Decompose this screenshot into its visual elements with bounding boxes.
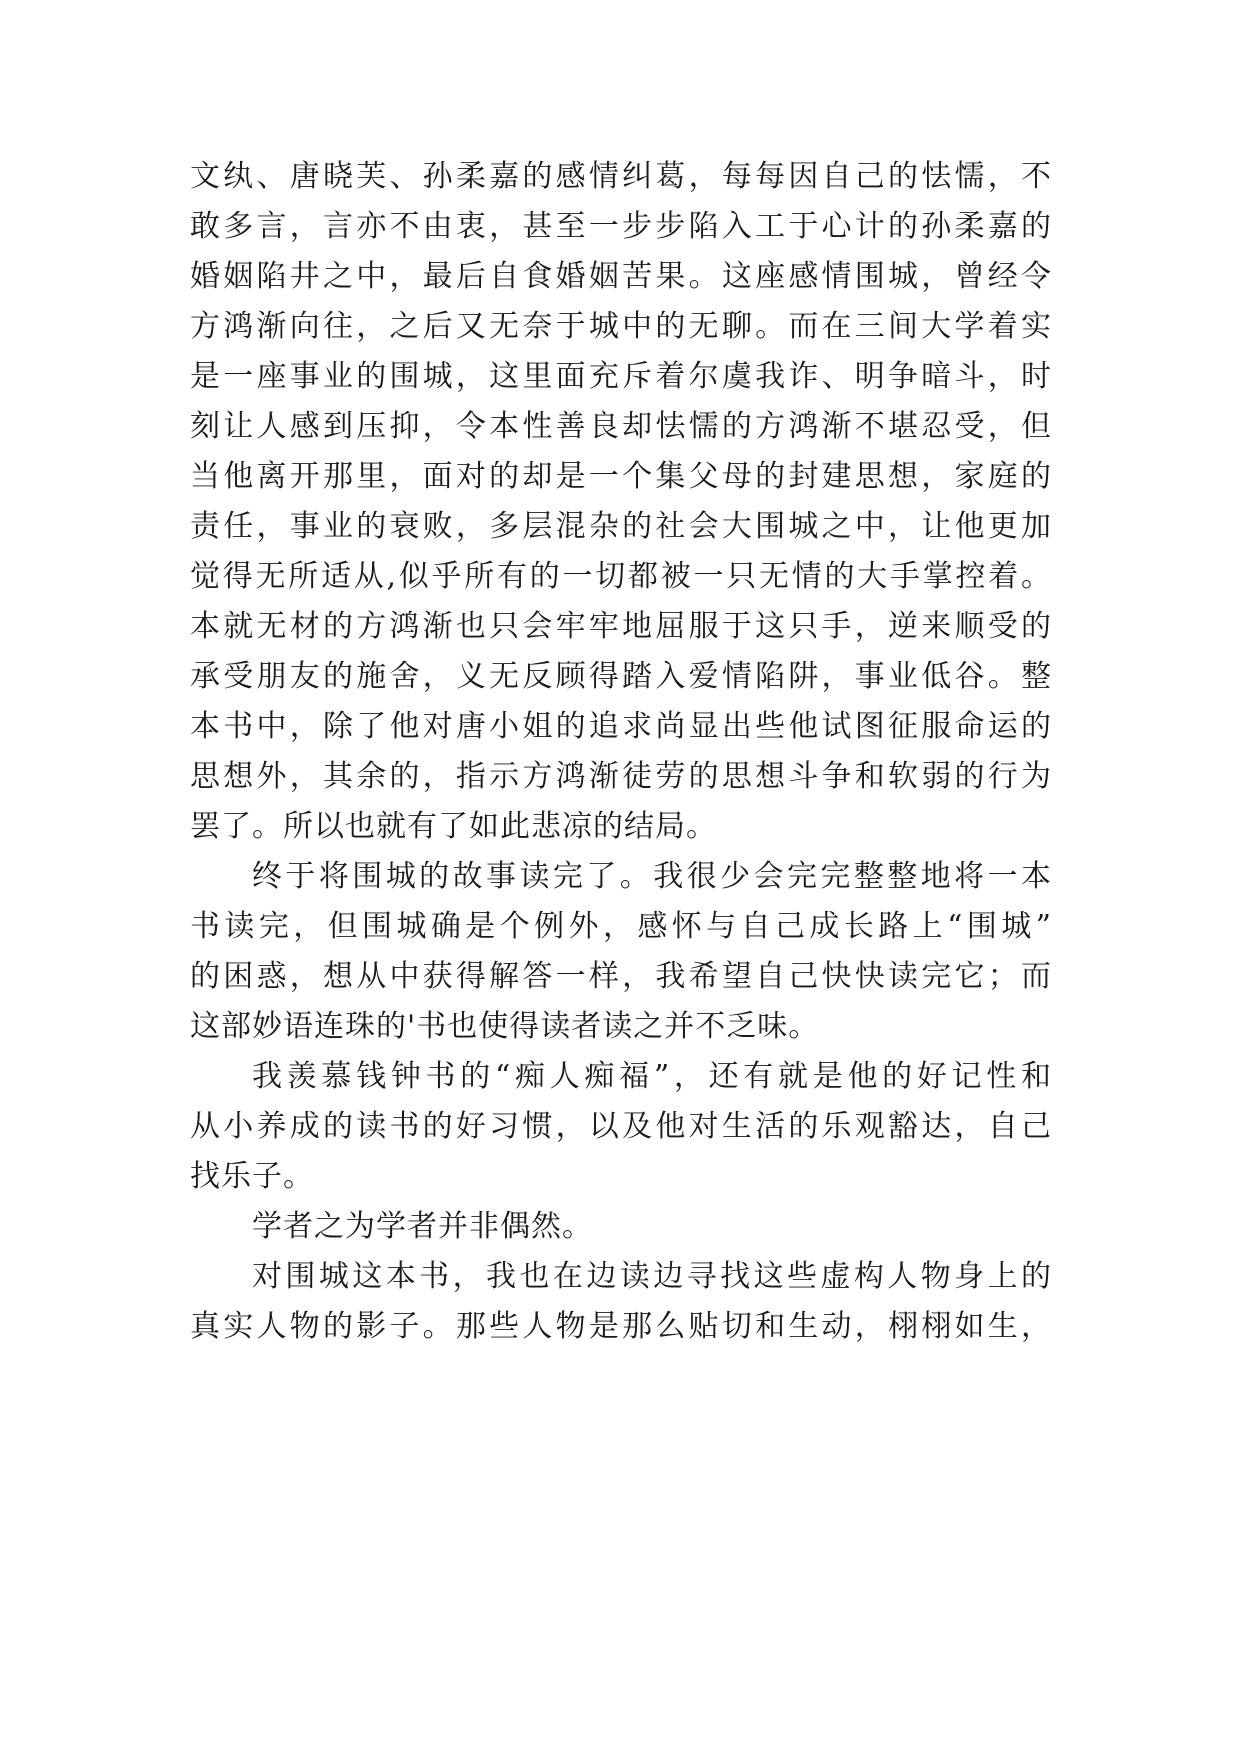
text-line: 真实人物的影子。那些人物是那么贴切和生动，栩栩如生，: [190, 1309, 1052, 1344]
paragraph-3: [190, 1052, 1052, 1202]
text-line: 对围城这本书，我也在边读边寻找这些虚构人物身上的: [252, 1259, 1052, 1294]
text-line: 从小养成的读书的好习惯，以及他对生活的乐观豁达，自己: [190, 1109, 1052, 1144]
document-body: [190, 152, 1052, 1352]
paragraph-4: [190, 1202, 1052, 1252]
text-line: 找乐子。: [190, 1159, 314, 1194]
text-line: 思想外，其余的，指示方鸿渐徒劳的思想斗争和软弱的行为: [190, 759, 1052, 794]
text-line: 的困惑，想从中获得解答一样，我希望自己快快读完它；而: [190, 959, 1052, 994]
text-line: 是一座事业的围城，这里面充斥着尔虞我诈、明争暗斗，时: [190, 359, 1052, 394]
paragraph-2: [190, 852, 1052, 1052]
text-line: 这部妙语连珠的'书也使得读者读之并不乏味。: [190, 1009, 820, 1044]
text-line: 学者之为学者并非偶然。: [252, 1209, 593, 1244]
text-line: 罢了。所以也就有了如此悲凉的结局。: [190, 809, 717, 844]
text-line: 敢多言，言亦不由衷，甚至一步步陷入工于心计的孙柔嘉的: [190, 209, 1052, 244]
text-line: 我羡慕钱钟书的“痴人痴福”，还有就是他的好记性和: [252, 1059, 1052, 1094]
text-line: 书读完，但围城确是个例外，感怀与自己成长路上“围城”: [190, 909, 1052, 944]
text-line: 刻让人感到压抑，令本性善良却怯懦的方鸿渐不堪忍受，但: [190, 409, 1052, 444]
text-line: 责任，事业的衰败，多层混杂的社会大围城之中，让他更加: [190, 509, 1052, 544]
paragraph-1: [190, 152, 1052, 852]
text-line: 当他离开那里，面对的却是一个集父母的封建思想，家庭的: [190, 459, 1052, 494]
paragraph-5: [190, 1252, 1052, 1352]
text-line: 文纨、唐晓芙、孙柔嘉的感情纠葛，每每因自己的怯懦，不: [190, 159, 1052, 194]
text-line: 婚姻陷井之中，最后自食婚姻苦果。这座感情围城，曾经令: [190, 259, 1052, 294]
text-line: 终于将围城的故事读完了。我很少会完完整整地将一本: [252, 859, 1052, 894]
text-line: 方鸿渐向往，之后又无奈于城中的无聊。而在三间大学着实: [190, 309, 1052, 344]
text-line: 觉得无所适从,似乎所有的一切都被一只无情的大手掌控着。: [190, 559, 1052, 594]
text-line: 承受朋友的施舍，义无反顾得踏入爱情陷阱，事业低谷。整: [190, 659, 1052, 694]
text-line: 本书中，除了他对唐小姐的追求尚显出些他试图征服命运的: [190, 709, 1052, 744]
text-line: 本就无材的方鸿渐也只会牢牢地屈服于这只手，逆来顺受的: [190, 609, 1052, 644]
